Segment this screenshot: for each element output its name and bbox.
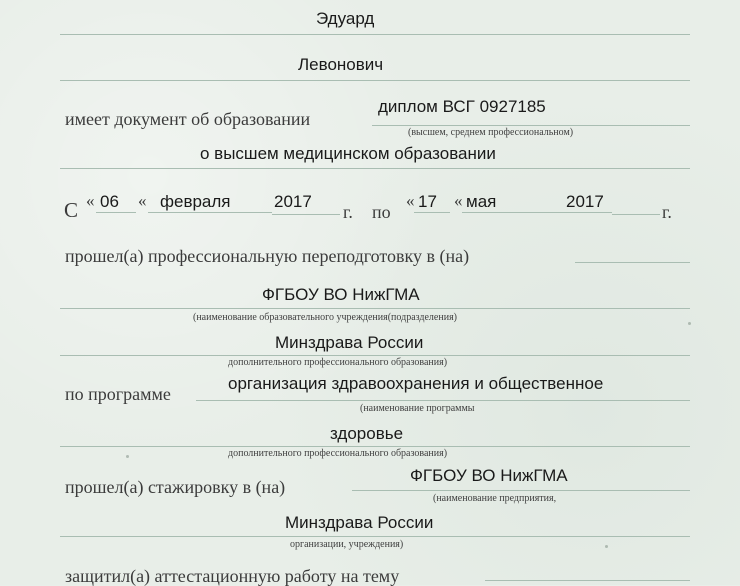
period-g-1: г. (343, 202, 353, 222)
paper-speck (688, 322, 691, 325)
program-value-2: здоровье (330, 424, 404, 443)
education-doc-caption: (высшем, среднем профессиональном) (408, 127, 574, 138)
thesis-label: защитил(а) аттестационную работу на тему (65, 566, 400, 586)
first-name-line (60, 34, 690, 35)
internship-ministry-line (60, 536, 690, 537)
program-label: по программе (65, 384, 171, 404)
period-from-year: 2017 (274, 192, 312, 211)
program-line (196, 400, 690, 401)
retraining-tail-line (575, 262, 690, 263)
period-to-label: по (372, 202, 391, 222)
period-quote-close-2: « (454, 191, 463, 210)
program-caption-2: дополнительного профессионального образования) (228, 448, 448, 459)
retraining-institution-caption: (наименование образовательного учреждения(подразделения) (193, 312, 457, 323)
internship-institution-value: ФГБОУ ВО НижГМА (410, 466, 568, 485)
period-to-month: мая (466, 192, 497, 211)
period-from-prefix: С (64, 198, 79, 222)
period-to-year: 2017 (566, 192, 604, 211)
program-continuation-line (60, 446, 690, 447)
education-doc-line (372, 125, 690, 126)
period-to-day: 17 (418, 192, 437, 211)
internship-line (352, 490, 690, 491)
retraining-ministry-value: Минздрава России (275, 333, 424, 352)
internship-ministry-value: Минздрава России (285, 513, 434, 532)
period-quote-open-1: « (86, 191, 95, 210)
internship-label: прошел(а) стажировку в (на) (65, 477, 286, 497)
retraining-institution-value: ФГБОУ ВО НижГМА (262, 285, 420, 304)
patronymic-line (60, 80, 690, 81)
internship-caption-1: (наименование предприятия, (433, 493, 557, 504)
period-g-2: г. (662, 202, 672, 222)
retraining-label: прошел(а) профессиональную переподготовку в (на) (65, 246, 470, 266)
thesis-line (485, 580, 690, 581)
from-month-line (148, 212, 272, 213)
patronymic-value: Левонович (298, 55, 384, 74)
education-level-value: о высшем медицинском образовании (200, 144, 496, 163)
retraining-ministry-line (60, 355, 690, 356)
period-quote-open-2: « (406, 191, 415, 210)
paper-speck (126, 455, 129, 458)
paper-speck (605, 545, 608, 548)
education-doc-value: диплом ВСГ 0927185 (378, 97, 546, 116)
retraining-ministry-caption: дополнительного профессионального образования) (228, 357, 448, 368)
internship-caption-2: организации, учреждения) (290, 539, 404, 550)
to-year-line (612, 214, 660, 215)
period-quote-close-1: « (138, 191, 147, 210)
from-day-line (96, 212, 136, 213)
first-name-value: Эдуард (316, 9, 375, 28)
program-caption-1: (наименование программы (360, 403, 475, 414)
education-doc-label: имеет документ об образовании (65, 109, 311, 129)
education-level-line (60, 168, 690, 169)
period-from-day: 06 (100, 192, 119, 211)
to-month-line (462, 212, 612, 213)
period-from-month: февраля (160, 192, 231, 211)
retraining-institution-line (60, 308, 690, 309)
from-year-line (272, 214, 340, 215)
to-day-line (414, 212, 450, 213)
program-value-1: организация здравоохранения и общественное (228, 374, 604, 393)
